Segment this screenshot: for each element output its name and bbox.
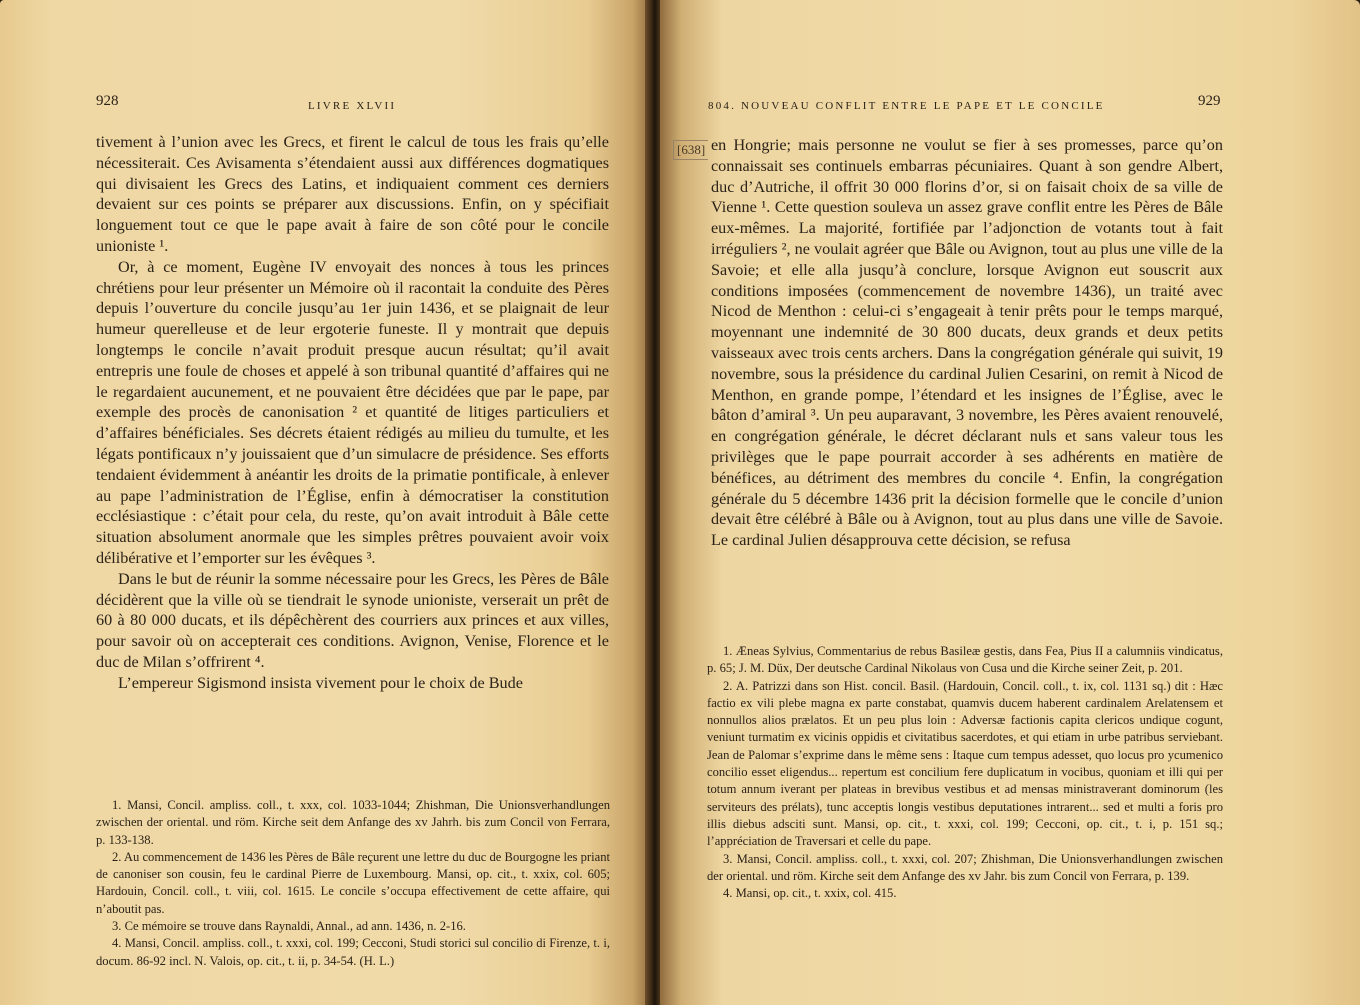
main-text xyxy=(711,135,1223,551)
running-head xyxy=(308,97,396,114)
running-head xyxy=(708,97,1105,114)
footnote: 3. Mansi, Concil. ampliss. coll., t. xxxi, col. 207; Zhishman, Die Unionsverhandlungen zwischen der oriental. und röm. Kirche seit dem Anfange des xv Jahr. bis zum Concil von Ferrara, p. 139. xyxy=(707,851,1223,883)
margin-page-reference: [638] xyxy=(673,140,708,160)
footnote: 2. Au commencement de 1436 les Pères de Bâle reçurent une lettre du duc de Bourgogne les priant de canoniser son cousin, feu le cardinal Pierre de Luxembourg. Mansi, op. cit., t. xxix, col. 605; Hardouin, Concil. coll., t. viii, col. 1615. Le concile s’occupa effectivement de cette affaire, qui n’aboutit pas. xyxy=(96,849,610,916)
footnote: 1. Mansi, Concil. ampliss. coll., t. xxx, col. 1033-1044; Zhishman, Die Unionsverhandlungen zwischen der oriental. und röm. Kirche seit dem Anfange des xv Jahrh. bis zum Concil von Ferrara, p. 133-138. xyxy=(96,798,610,847)
page-number: 928 xyxy=(96,93,119,109)
footnotes xyxy=(707,643,1223,902)
running-head-title: 804. NOUVEAU CONFLIT ENTRE LE PAPE ET LE CONCILE xyxy=(708,100,1105,112)
page-number: 929 xyxy=(1198,93,1221,109)
footnotes xyxy=(96,797,610,970)
paragraph: tivement à l’union avec les Grecs, et firent le calcul de tous les frais qu’elle nécessiterait. Ces Avisamenta s’étendaient aussi aux différences dogmatiques qui divisaient les Grecs des Latins, et indiquaient comment ces derniers devaient sur ces points se préparer aux discussions. Enfin, on y spécifiait longuement tout ce que le pape avait à faire de son côté pour le concile unioniste ¹. xyxy=(96,133,609,255)
footnote: 2. A. Patrizzi dans son Hist. concil. Basil. (Hardouin, Concil. coll., t. ix, col. 1131 sq.) dit : Hæc factio ex vili plebe magna ex parte constabat, quamvis ducem haberent cardinalem Arelatensem et nonnullos alios prælatos. Et un peu plus loin : Adversæ factionis capita clericos undique cogunt, veniunt turmatim ex vicinis oppidis et civitatibus sacerdotes, et qui etiam in urbe patribus serviebant. Jean de Palomar s’exprime dans le même sens : Itaque cum tempus adesset, quo locus pro ycumenico concilio esset eligendus... repertum est concilium fere duplicatum in vocibus, quoniam et illi qui per totum annum iverant per plateas in brevibus vestibus et ad mensas ministraverant dominorum (les serviteurs des prélats), tunc acceptis longis vestibus deputationes intrarent... sed et multi a foris pro illis diebus adsciti sunt. Mansi, op. cit., t. xxxi, col. 199; Cecconi, op. cit., t. i, p. 151 sq.; l’appréciation de Traversari et celle du pape. xyxy=(707,678,1223,849)
paragraph: Dans le but de réunir la somme nécessaire pour les Grecs, les Pères de Bâle décidèrent que la ville où se tiendrait le synode unioniste, verserait un prêt de 60 à 80 000 ducats, et ils dépêchèrent des courriers aux princes et aux villes, pour savoir où on accepterait ces conditions. Avignon, Venise, Florence et le duc de Milan s’offrirent ⁴. xyxy=(96,569,609,671)
paragraph: Or, à ce moment, Eugène IV envoyait des nonces à tous les princes chrétiens pour leur présenter un Mémoire où il racontait la conduite des Pères depuis l’ouverture du concile jusqu’au 1er juin 1436, et se plaignait de leur humeur querelleuse et de leur ergoterie funeste. Il y montrait que depuis longtemps le concile n’avait produit presque aucun résultat; qu’il avait entrepris une foule de choses et appelé à son tribunal quantité d’affaires qui ne le regardaient aucunement, et ne pouvaient être décidées que par le pape, par exemple des procès de canonisation ² et quantité de litiges particuliers et d’affaires bénéficiales. Ses décrets étaient rédigés au milieu du tumulte, et les légats pontificaux n’y jouissaient que d’un simulacre de présidence. Ses efforts tendaient évidemment à anéantir les droits de la primatie pontificale, à enlever au pape l’administration de l’Église, enfin à démocratiser la constitution ecclésiastique : c’était pour cela, du reste, qu’on avait introduit à Bâle cette situation absolument anormale que les simples prêtres pouvaient avoir voix délibérative et l’emporter sur les évêques ³. xyxy=(96,257,609,567)
footnote: 4. Mansi, Concil. ampliss. coll., t. xxxi, col. 199; Cecconi, Studi storici sul concilio di Firenze, t. i, docum. 86-92 incl. N. Valois, op. cit., t. ii, p. 34-54. (H. L.) xyxy=(96,936,610,968)
footnote: 4. Mansi, op. cit., t. xxix, col. 415. xyxy=(723,886,897,901)
footnote: 1. Æneas Sylvius, Commentarius de rebus Basileæ gestis, dans Fea, Pius II a calumniis vindicatus, p. 65; J. M. Düx, Der deutsche Cardinal Nikolaus von Cusa und die Kirche seiner Zeit, p. 201. xyxy=(707,644,1223,676)
paragraph: en Hongrie; mais personne ne voulut se fier à ses promesses, parce qu’on connaissait ses continuels embarras pécuniaires. Quant à son gendre Albert, duc d’Autriche, il offrit 30 000 florins d’or, si on faisait choix de sa ville de Vienne ¹. Cette question souleva un assez grave conflit entre les Pères de Bâle eux-mêmes. La majorité, fortifiée par l’adjonction de votants tout à fait irréguliers ², ne voulait agréer que Bâle ou Avignon, tout au plus une ville de la Savoie; et elle alla jusqu’à conclure, lorsque Avignon eut souscrit aux conditions imposées (commencement de novembre 1436), un traité avec Nicod de Menthon : celui-ci s’engageait à tenir prêts pour le temps marqué, moyennant une indemnité de 30 800 ducats, deux grands et deux petits vaisseaux avec trois cents archers. Dans la congrégation générale qui suivit, 19 novembre, sous la présidence du cardinal Julien Cesarini, on remit à Nicod de Menthon, en grande pompe, l’étendard et les insignes de l’Église, avec le bâton d’amiral ³. Un peu auparavant, 3 novembre, les Pères avaient renouvelé, en congrégation générale, le décret déclarant nuls et sans valeur tous les privilèges que le pape pourrait accorder à ses adhérents en matière de bénéfices, au détriment des membres du concile ⁴. Enfin, la congrégation générale du 5 décembre 1436 prit la décision formelle que le concile d’union devait être célébré à Bâle ou à Avignon, tout au plus dans une ville de Savoie. Le cardinal Julien désapprouva cette décision, se refusa xyxy=(711,136,1223,550)
running-head-title: LIVRE XLVII xyxy=(308,100,397,112)
right-page xyxy=(660,0,1360,1005)
footnote: 3. Ce mémoire se trouve dans Raynaldi, Annal., ad ann. 1436, n. 2-16. xyxy=(112,919,466,934)
main-text xyxy=(96,132,609,694)
left-page xyxy=(0,0,652,1005)
paragraph: L’empereur Sigismond insista vivement pour le choix de Bude xyxy=(118,673,523,692)
